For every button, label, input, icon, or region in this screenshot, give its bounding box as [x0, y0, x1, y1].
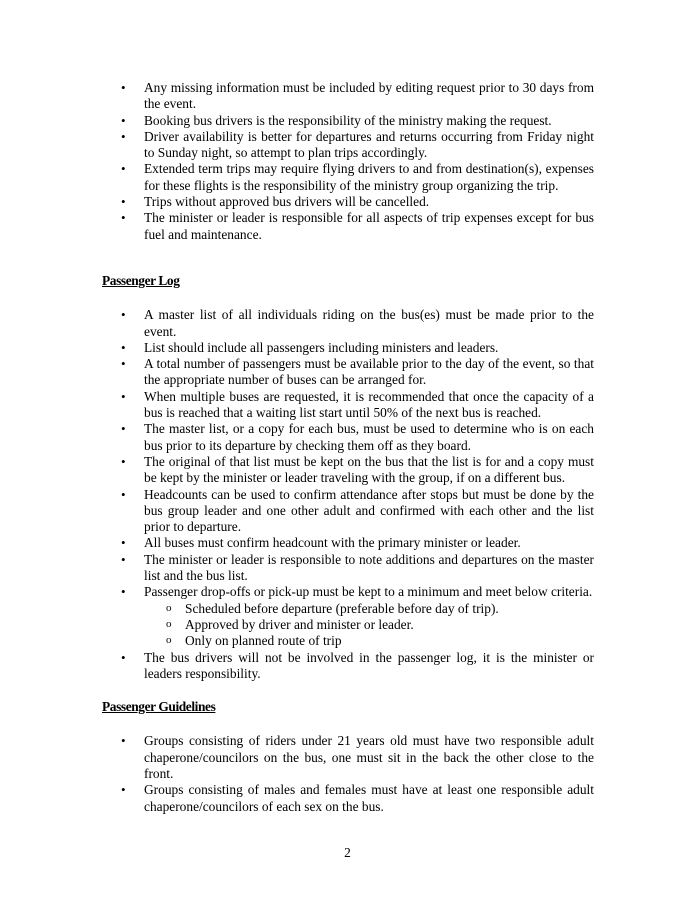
list-item: • The master list, or a copy for each bus, must be used to determine who is on each bus prior to its departure by checking them off as they board.	[102, 421, 594, 454]
list-item: • The original of that list must be kept on the bus that the list is for and a copy must be kept by the minister or leader traveling with the group, if on a different bus.	[102, 454, 594, 487]
list-item: • The minister or leader is responsible to note additions and departures on the master list and the bus list.	[102, 552, 594, 585]
sub-list-item: o Scheduled before departure (preferable before day of trip).	[144, 601, 594, 617]
list-item: • Passenger drop-offs or pick-up must be kept to a minimum and meet below criteria.	[102, 584, 594, 600]
sub-list-item: o Only on planned route of trip	[144, 633, 594, 649]
list-item: • The minister or leader is responsible for all aspects of trip expenses except for bus fuel and maintenance.	[102, 210, 594, 243]
page-content	[102, 80, 594, 815]
list-item: • When multiple buses are requested, it is recommended that once the capacity of a bus is reached that a waiting list start until 50% of the next bus is reached.	[102, 389, 594, 422]
list-item: • Driver availability is better for departures and returns occurring from Friday night to Sunday night, so attempt to plan trips accordingly.	[102, 129, 594, 162]
list-item: • Headcounts can be used to confirm attendance after stops but must be done by the bus group leader and one other adult and confirmed with each other and the list prior to departure.	[102, 487, 594, 536]
list-item: • Groups consisting of males and females must have at least one responsible adult chaperone/councilors of each sex on the bus.	[102, 782, 594, 815]
list-item: • Any missing information must be included by editing request prior to 30 days from the event.	[102, 80, 594, 113]
list-item: • Trips without approved bus drivers will be cancelled.	[102, 194, 594, 210]
passenger-log-heading: Passenger Log	[102, 272, 180, 288]
list-item: • Groups consisting of riders under 21 years old must have two responsible adult chaperone/councilors on the bus, one must sit in the back the other close to the front.	[102, 733, 594, 782]
intro-bullet-list	[102, 80, 594, 243]
passenger-log-final-bullet	[102, 650, 594, 683]
page-number: 2	[344, 845, 351, 860]
sub-list-wrapper	[102, 601, 594, 650]
passenger-criteria-sub-list	[144, 601, 594, 650]
passenger-log-bullet-list	[102, 307, 594, 600]
list-item: • Booking bus drivers is the responsibility of the ministry making the request.	[102, 113, 594, 129]
list-item: • The bus drivers will not be involved in the passenger log, it is the minister or leaders responsibility.	[102, 650, 594, 683]
list-item: • All buses must confirm headcount with the primary minister or leader.	[102, 535, 594, 551]
list-item: • A master list of all individuals riding on the bus(es) must be made prior to the event.	[102, 307, 594, 340]
passenger-guidelines-heading: Passenger Guidelines	[102, 699, 216, 715]
sub-list-item: o Approved by driver and minister or leader.	[144, 617, 594, 633]
list-item: • Extended term trips may require flying drivers to and from destination(s), expenses for these flights is the responsibility of the ministry group organizing the trip.	[102, 161, 594, 194]
list-item: • List should include all passengers including ministers and leaders.	[102, 340, 594, 356]
passenger-guidelines-bullet-list	[102, 733, 594, 814]
list-item: • A total number of passengers must be available prior to the day of the event, so that the appropriate number of buses can be arranged for.	[102, 356, 594, 389]
